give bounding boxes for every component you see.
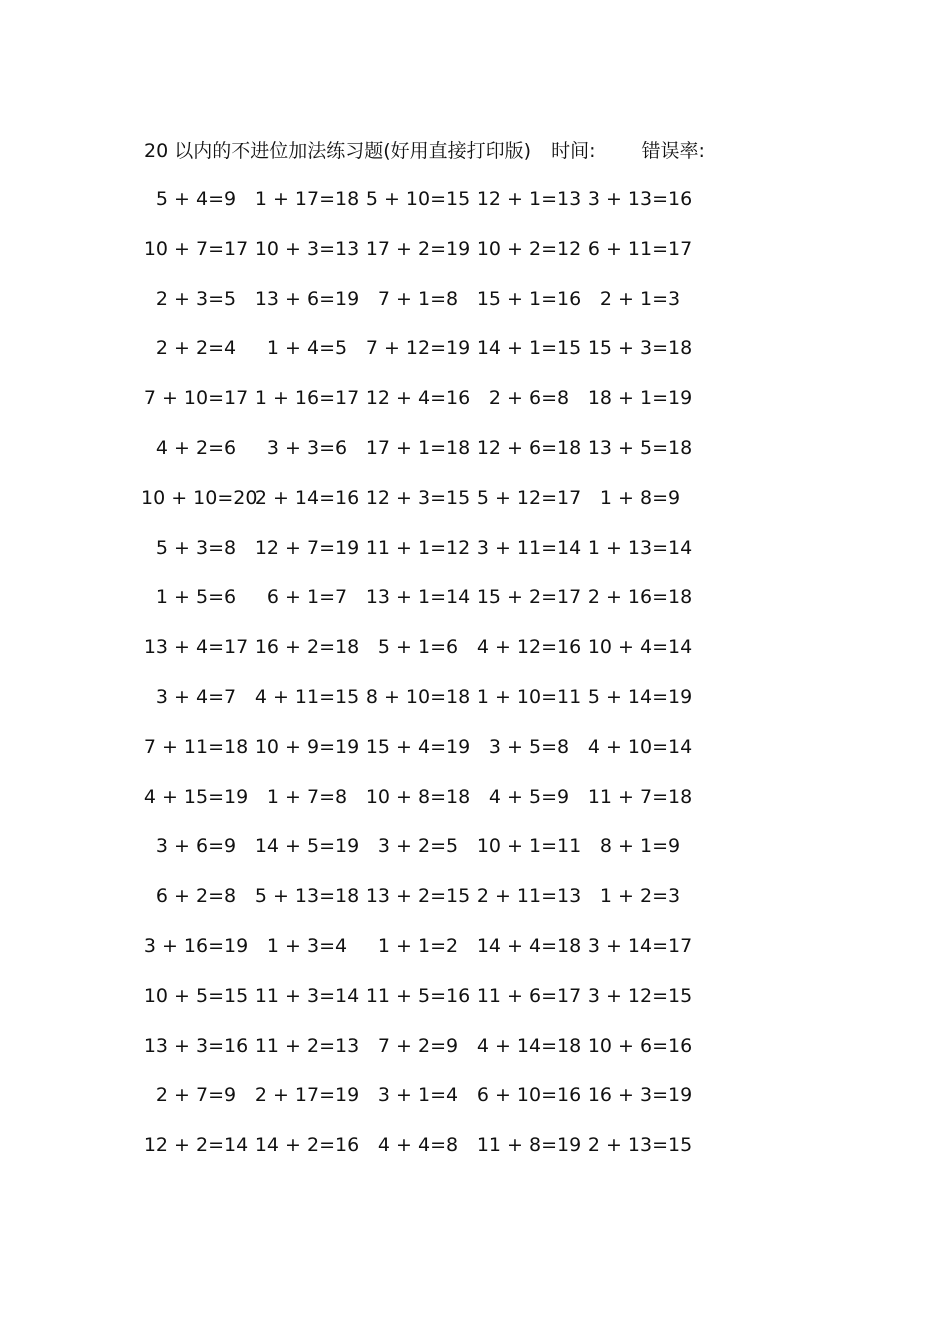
exercise-row	[141, 631, 701, 681]
exercise-item: 5 + 3=8	[155, 536, 237, 559]
exercise-item: 14 + 4=18	[476, 934, 582, 957]
exercise-item: 1 + 16=17	[254, 387, 360, 410]
error-rate-label: 错误率:	[641, 140, 705, 162]
exercise-row	[141, 332, 701, 382]
exercise-item: 12 + 4=16	[365, 387, 471, 410]
exercise-item: 2 + 7=9	[155, 1084, 237, 1107]
exercise-item: 12 + 2=14	[143, 1134, 249, 1157]
exercise-item: 11 + 6=17	[476, 984, 582, 1007]
exercise-item: 5 + 4=9	[155, 188, 237, 210]
exercise-item: 2 + 11=13	[476, 885, 582, 908]
exercise-item: 10 + 4=14	[587, 636, 693, 659]
exercise-item: 4 + 2=6	[155, 436, 237, 459]
exercise-item: 3 + 13=16	[587, 188, 693, 210]
exercise-item: 11 + 8=19	[476, 1134, 582, 1157]
exercise-item: 3 + 6=9	[155, 835, 237, 858]
exercise-item: 1 + 13=14	[587, 536, 693, 559]
exercise-item: 13 + 3=16	[143, 1034, 249, 1057]
exercise-item: 10 + 9=19	[254, 735, 360, 758]
exercise-row	[141, 432, 701, 482]
exercise-item: 6 + 10=16	[476, 1084, 582, 1107]
exercise-item: 5 + 1=6	[377, 636, 459, 659]
exercise-item: 3 + 12=15	[587, 984, 693, 1007]
exercise-item: 12 + 1=13	[476, 188, 582, 210]
exercise-item: 6 + 1=7	[266, 586, 348, 609]
exercise-item: 15 + 3=18	[587, 337, 693, 360]
exercise-item: 8 + 1=9	[599, 835, 681, 858]
exercise-item: 12 + 3=15	[365, 486, 471, 509]
exercise-item: 10 + 7=17	[143, 237, 249, 260]
exercise-item: 8 + 10=18	[365, 685, 471, 708]
exercise-item: 13 + 6=19	[254, 287, 360, 310]
exercise-item: 11 + 7=18	[587, 785, 693, 808]
exercise-row	[141, 731, 701, 781]
exercise-item: 5 + 14=19	[587, 685, 693, 708]
exercise-item: 3 + 1=4	[377, 1084, 459, 1107]
exercise-item: 11 + 5=16	[365, 984, 471, 1007]
exercise-row	[141, 482, 701, 532]
exercise-item: 2 + 6=8	[488, 387, 570, 410]
exercise-item: 3 + 14=17	[587, 934, 693, 957]
exercise-item: 7 + 2=9	[377, 1034, 459, 1057]
exercise-item: 12 + 6=18	[476, 436, 582, 459]
exercise-item: 13 + 1=14	[365, 586, 471, 609]
exercise-item: 3 + 3=6	[266, 436, 348, 459]
exercise-item: 7 + 1=8	[377, 287, 459, 310]
exercise-item: 16 + 2=18	[254, 636, 360, 659]
exercise-item: 10 + 1=11	[476, 835, 582, 858]
exercise-item: 1 + 10=11	[476, 685, 582, 708]
exercise-item: 6 + 2=8	[155, 885, 237, 908]
worksheet-title: 20 以内的不进位加法练习题(好用直接打印版)	[144, 140, 532, 162]
exercise-row	[141, 183, 701, 233]
exercise-item: 4 + 14=18	[476, 1034, 582, 1057]
exercise-item: 1 + 17=18	[254, 188, 360, 210]
exercise-item: 11 + 3=14	[254, 984, 360, 1007]
exercise-item: 5 + 12=17	[476, 486, 582, 509]
exercise-item: 13 + 2=15	[365, 885, 471, 908]
exercise-item: 4 + 4=8	[377, 1134, 459, 1157]
exercise-item: 5 + 10=15	[365, 188, 471, 210]
exercise-item: 14 + 5=19	[254, 835, 360, 858]
exercise-row	[141, 930, 701, 980]
exercise-item: 5 + 13=18	[254, 885, 360, 908]
exercise-row	[141, 1030, 701, 1080]
exercise-item: 2 + 17=19	[254, 1084, 360, 1107]
exercise-item: 10 + 3=13	[254, 237, 360, 260]
exercise-row	[141, 781, 701, 831]
exercise-item: 15 + 1=16	[476, 287, 582, 310]
exercise-item: 1 + 7=8	[266, 785, 348, 808]
exercise-item: 14 + 2=16	[254, 1134, 360, 1157]
exercise-item: 11 + 1=12	[365, 536, 471, 559]
exercise-item: 2 + 16=18	[587, 586, 693, 609]
exercise-item: 7 + 10=17	[143, 387, 249, 410]
exercise-item: 2 + 14=16	[254, 486, 360, 509]
exercise-row	[141, 532, 701, 582]
exercise-item: 16 + 3=19	[587, 1084, 693, 1107]
exercise-grid	[141, 183, 701, 1179]
exercise-item: 6 + 11=17	[587, 237, 693, 260]
exercise-row	[141, 681, 701, 731]
exercise-item: 1 + 1=2	[377, 934, 459, 957]
exercise-row	[141, 880, 701, 930]
exercise-row	[141, 980, 701, 1030]
exercise-item: 15 + 2=17	[476, 586, 582, 609]
worksheet-header	[144, 136, 705, 166]
exercise-row	[141, 581, 701, 631]
exercise-item: 1 + 5=6	[155, 586, 237, 609]
exercise-item: 1 + 2=3	[599, 885, 681, 908]
exercise-item: 12 + 7=19	[254, 536, 360, 559]
exercise-item: 1 + 3=4	[266, 934, 348, 957]
exercise-item: 4 + 5=9	[488, 785, 570, 808]
exercise-item: 3 + 4=7	[155, 685, 237, 708]
exercise-item: 13 + 5=18	[587, 436, 693, 459]
time-label: 时间:	[551, 140, 596, 162]
exercise-row	[141, 233, 701, 283]
exercise-item: 10 + 5=15	[143, 984, 249, 1007]
exercise-item: 3 + 11=14	[476, 536, 582, 559]
exercise-item: 2 + 13=15	[587, 1134, 693, 1157]
exercise-item: 3 + 5=8	[488, 735, 570, 758]
exercise-item: 2 + 2=4	[155, 337, 237, 360]
exercise-item: 3 + 16=19	[143, 934, 249, 957]
exercise-item: 4 + 12=16	[476, 636, 582, 659]
exercise-item: 14 + 1=15	[476, 337, 582, 360]
exercise-item: 10 + 10=20	[141, 486, 258, 509]
exercise-row	[141, 830, 701, 880]
exercise-item: 4 + 10=14	[587, 735, 693, 758]
exercise-item: 1 + 8=9	[599, 486, 681, 509]
exercise-item: 13 + 4=17	[143, 636, 249, 659]
exercise-item: 18 + 1=19	[587, 387, 693, 410]
exercise-item: 7 + 12=19	[365, 337, 471, 360]
exercise-row	[141, 382, 701, 432]
exercise-item: 2 + 1=3	[599, 287, 681, 310]
exercise-item: 2 + 3=5	[155, 287, 237, 310]
exercise-row	[141, 1079, 701, 1129]
exercise-item: 3 + 2=5	[377, 835, 459, 858]
exercise-item: 10 + 2=12	[476, 237, 582, 260]
exercise-item: 4 + 11=15	[254, 685, 360, 708]
exercise-row	[141, 283, 701, 333]
exercise-item: 10 + 8=18	[365, 785, 471, 808]
exercise-item: 17 + 2=19	[365, 237, 471, 260]
exercise-item: 10 + 6=16	[587, 1034, 693, 1057]
exercise-item: 17 + 1=18	[365, 436, 471, 459]
exercise-item: 11 + 2=13	[254, 1034, 360, 1057]
exercise-item: 1 + 4=5	[266, 337, 348, 360]
exercise-item: 15 + 4=19	[365, 735, 471, 758]
exercise-item: 4 + 15=19	[143, 785, 249, 808]
exercise-row	[141, 1129, 701, 1179]
exercise-item: 7 + 11=18	[143, 735, 249, 758]
